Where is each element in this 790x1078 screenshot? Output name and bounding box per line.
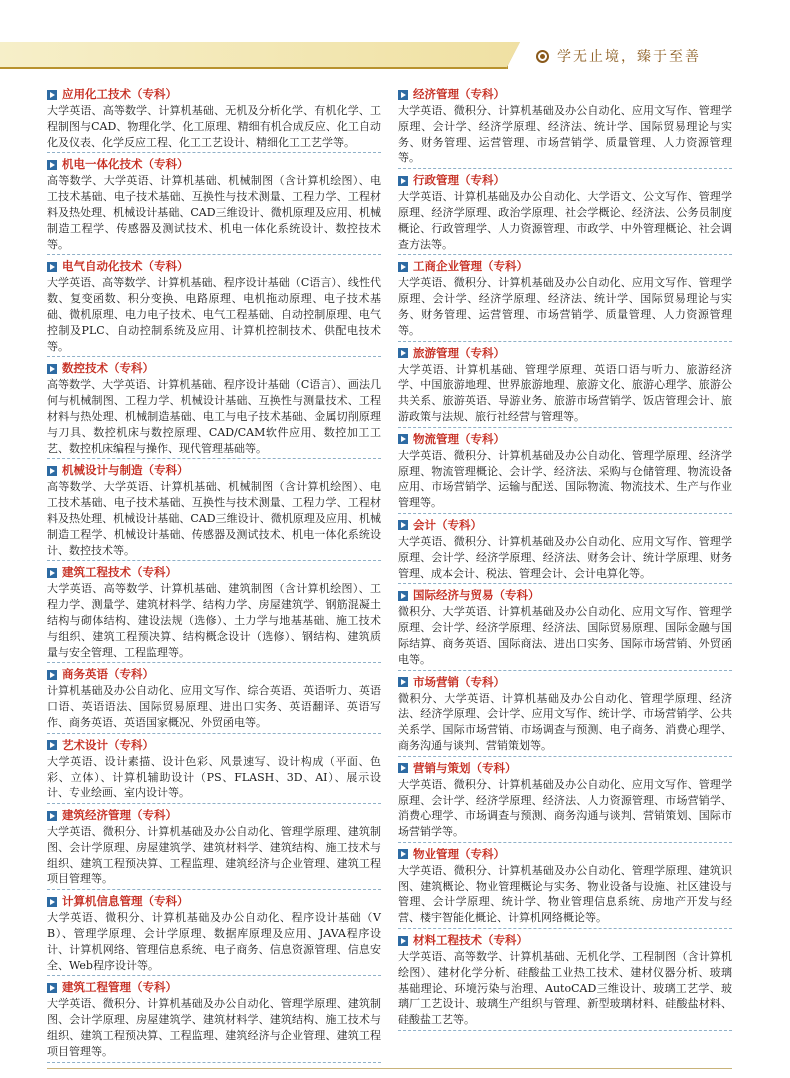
footer-rule [47, 1068, 732, 1069]
program-title [398, 86, 732, 103]
play-bullet-icon [47, 364, 57, 374]
program-courses: 大学英语、计算机基础、管理学原理、英语口语与听力、旅游经济学、中国旅游地理、世界旅游地理、旅游文化、旅游心理学、旅游公共关系、旅游英语、导游业务、旅游市场营销学、饭店管理会计、旅游政策与法规、旅行社经营与管理等。 [398, 362, 732, 423]
play-bullet-icon [47, 160, 57, 170]
program-title-text: 工商企业管理（专科） [413, 259, 528, 274]
program-courses: 大学英语、微积分、计算机基础及办公自动化、管理学原理、建筑制图、会计学原理、房屋建筑学、建筑材料学、建筑结构、施工技术与组织、建筑工程预决算、工程监理、建筑经济与企业管理、建筑工程项目管理等。 [47, 997, 381, 1058]
program-courses: 大学英语、高等数学、计算机基础、建筑制图（含计算机绘图）、工程力学、测量学、建筑材料学、结构力学、房屋建筑学、钢筋混凝土结构与砌体结构、建设法规（选修）、土力学与地基基础、施工技术与组织、建筑工程预决算、结构概念设计（选修）、钢结构、建筑质量与安全管理、工程监理等。 [47, 582, 381, 659]
program-entry [47, 462, 381, 561]
program-courses: 计算机基础及办公自动化、应用文写作、综合英语、英语听力、英语口语、英语语法、国际贸易原理、进出口实务、英语翻译、英语写作、商务英语、英语国家概况、外贸函电等。 [47, 684, 381, 729]
header-motto [536, 46, 701, 66]
program-title-text: 物业管理（专科） [413, 846, 505, 861]
program-title-text: 应用化工技术（专科） [62, 87, 177, 101]
program-title-text: 电气自动化技术（专科） [62, 259, 189, 274]
program-title [398, 932, 732, 949]
program-courses: 大学英语、高等数学、计算机基础、无机化学、工程制图（含计算机绘图）、建材化学分析、硅酸盐工业热工技术、建材仪器分析、玻璃基础理论、环境污染与治理、AutoCAD三维设计、玻璃工艺学、玻璃厂工艺设计、玻璃生产组织与管理、新型玻璃材料、硅酸盐材料、硅酸盐工艺等。 [398, 950, 732, 1027]
program-title-text: 行政管理（专科） [413, 173, 505, 188]
play-bullet-icon [47, 811, 57, 821]
program-title-text: 市场营销（专科） [413, 674, 505, 689]
program-entry [47, 564, 381, 663]
play-bullet-icon [398, 348, 408, 358]
program-courses: 大学英语、微积分、计算机基础及办公自动化、程序设计基础（VB）、管理学原理、会计学原理、数据库原理及应用、JAVA程序设计、计算机网络、管理信息系统、电子商务、信息资源管理、信息安全、Web程序设计等。 [47, 911, 381, 972]
play-bullet-icon [398, 176, 408, 186]
play-bullet-icon [47, 466, 57, 476]
program-title [47, 979, 381, 996]
program-courses: 高等数学、大学英语、计算机基础、程序设计基础（C语言）、画法几何与机械制图、工程力学、机械设计基础、互换性与测量技术、工程材料与热处理、机械制造基础、电工与电子技术基础、金属切削原理与刀具、数控机床与数控原理、CAD/CAM软件应用、数控加工工艺、数控机床编程与操作、现代管理基础等。 [47, 378, 381, 455]
play-bullet-icon [47, 262, 57, 272]
program-title [47, 807, 381, 824]
program-title [398, 674, 732, 691]
play-bullet-icon [398, 591, 408, 601]
program-entry [398, 258, 732, 341]
program-entry [398, 674, 732, 757]
play-bullet-icon [398, 434, 408, 444]
play-bullet-icon [398, 262, 408, 272]
program-title [47, 462, 381, 479]
program-title [398, 431, 732, 448]
circle-icon [536, 50, 549, 63]
program-title-text: 经济管理（专科） [413, 87, 505, 101]
left-column [47, 86, 381, 1066]
program-entry [398, 517, 732, 584]
program-courses: 微积分、大学英语、计算机基础及办公自动化、管理学原理、经济法、经济学原理、会计学、应用文写作、统计学、市场营销学、公共关系学、国际市场营销、市场调查与预测、电子商务、消费心理学、商务沟通与谈判、营销策划等。 [398, 691, 732, 752]
program-title-text: 旅游管理（专科） [413, 345, 505, 360]
program-courses: 大学英语、微积分、计算机基础及办公自动化、应用文写作、管理学原理、会计学、经济学原理、经济法、人力资源管理、市场营销学、消费心理学、市场调查与预测、商务沟通与谈判、营销策划、国际市场营销学等。 [398, 777, 732, 839]
program-courses: 大学英语、微积分、计算机基础及办公自动化、管理学原理、经济学原理、物流管理概论、会计学、经济法、采购与仓储管理、物流设备应用、市场营销学、运输与配送、国际物流、物流技术、生产与作业管理等。 [398, 448, 732, 510]
program-courses: 大学英语、微积分、计算机基础及办公自动化、管理学原理、建筑制图、会计学原理、房屋建筑学、建筑材料学、建筑结构、施工技术与组织、建筑工程预决算、工程监理、建筑经济与企业管理、建筑工程项目管理等。 [47, 825, 381, 886]
program-title [47, 156, 381, 173]
program-courses: 大学英语、微积分、计算机基础及办公自动化、管理学原理、建筑识图、建筑概论、物业管理概论与实务、物业设备与设施、社区建设与管理、会计学原理、统计学、物业管理信息系统、房地产开发与经营、楼宇智能化概论、计算机网络概论等。 [398, 863, 732, 925]
program-title-text: 机电一体化技术（专科） [62, 157, 189, 172]
program-title [47, 893, 381, 910]
program-title [398, 846, 732, 863]
program-entry [47, 360, 381, 459]
program-entry [398, 932, 732, 1031]
program-title [398, 172, 732, 189]
play-bullet-icon [398, 849, 408, 859]
program-courses: 大学英语、计算机基础及办公自动化、大学语文、公文写作、管理学原理、经济学原理、政治学原理、社会学概论、经济法、公务员制度概论、行政管理学、人力资源管理、市政学、中外管理概论、社会调查方法等。 [398, 190, 732, 251]
program-title-text: 建筑经济管理（专科） [62, 808, 177, 823]
program-title [47, 564, 381, 581]
right-column [398, 86, 732, 1034]
program-entry [398, 345, 732, 428]
program-title-text: 建筑工程技术（专科） [62, 565, 177, 580]
program-entry [47, 258, 381, 357]
program-entry [398, 86, 732, 169]
program-entry [47, 737, 381, 804]
program-entry [398, 172, 732, 255]
program-title [398, 517, 732, 534]
play-bullet-icon [398, 677, 408, 687]
program-entry [47, 86, 381, 153]
program-title-text: 机械设计与制造（专科） [62, 463, 189, 478]
program-title [47, 360, 381, 377]
program-title-text: 国际经济与贸易（专科） [413, 588, 540, 603]
program-title [398, 258, 732, 275]
play-bullet-icon [47, 897, 57, 907]
program-title-text: 商务英语（专科） [62, 667, 154, 682]
program-courses: 大学英语、微积分、计算机基础及办公自动化、应用文写作、管理学原理、会计学、经济学原理、经济法、财务会计、统计学原理、财务管理、成本会计、税法、管理会计、会计电算化等。 [398, 534, 732, 580]
program-entry [47, 893, 381, 976]
program-title-text: 物流管理（专科） [413, 431, 505, 446]
program-entry [47, 156, 381, 255]
program-title [398, 760, 732, 777]
play-bullet-icon [398, 763, 408, 773]
program-title-text: 营销与策划（专科） [413, 760, 517, 775]
program-entry [398, 760, 732, 843]
program-title-text: 建筑工程管理（专科） [62, 980, 177, 995]
play-bullet-icon [398, 936, 408, 946]
play-bullet-icon [47, 740, 57, 750]
program-title-text: 数控技术（专科） [62, 361, 154, 376]
program-entry [398, 846, 732, 929]
program-courses: 大学英语、设计素描、设计色彩、风景速写、设计构成（平面、色彩、立体）、计算机辅助设计（PS、FLASH、3D、AI）、展示设计、专业绘画、室内设计等。 [47, 754, 381, 800]
program-courses: 大学英语、高等数学、计算机基础、程序设计基础（C语言）、线性代数、复变函数、积分变换、电路原理、电机拖动原理、电子技术基础、微机原理、电力电子技术、电气工程基础、自动控制原理、电气控制及PLC、自动控制系统及应用、计算机控制技术、供配电技术等。 [47, 276, 381, 353]
play-bullet-icon [47, 568, 57, 578]
program-title-text: 艺术设计（专科） [62, 737, 154, 752]
program-courses: 高等数学、大学英语、计算机基础、机械制图（含计算机绘图）、电工技术基础、电子技术基础、互换性与技术测量、工程力学、工程材料及热处理、机械设计基础、CAD三维设计、微机原理及应用、机械制造工程学、机械设计基础、传感器及测试技术、机电一体化系统设计、数控技术等。 [47, 480, 381, 557]
program-title [47, 258, 381, 275]
program-entry [47, 807, 381, 890]
play-bullet-icon [47, 670, 57, 680]
program-title [47, 666, 381, 683]
program-entry [398, 587, 732, 670]
play-bullet-icon [398, 90, 408, 100]
program-title-text: 会计（专科） [413, 517, 482, 532]
program-title-text: 计算机信息管理（专科） [62, 894, 189, 909]
program-courses: 大学英语、微积分、计算机基础及办公自动化、应用文写作、管理学原理、会计学、经济学原理、经济法、统计学、国际贸易理论与实务、财务管理、运营管理、市场营销学、质量管理、人力资源管理等。 [398, 104, 732, 165]
program-courses: 微积分、大学英语、计算机基础及办公自动化、应用文写作、管理学原理、会计学、经济学原理、经济法、国际贸易原理、国际金融与国际结算、商务英语、国际商法、进出口实务、国际市场营销、外贸函电等。 [398, 605, 732, 666]
play-bullet-icon [47, 90, 57, 100]
program-title [398, 587, 732, 604]
play-bullet-icon [47, 983, 57, 993]
program-entry [47, 979, 381, 1062]
program-title [47, 737, 381, 754]
program-courses: 大学英语、微积分、计算机基础及办公自动化、应用文写作、管理学原理、会计学、经济学原理、经济法、统计学、国际贸易理论与实务、财务管理、运营管理、市场营销学、质量管理、人力资源管理等。 [398, 276, 732, 337]
program-title-text: 材料工程技术（专科） [413, 933, 528, 948]
program-courses: 大学英语、高等数学、计算机基础、无机及分析化学、有机化学、工程制图与CAD、物理化学、化工原理、精细有机合成反应、化工自动化及仪表、化学反应工程、化工工艺设计、精细化工工艺学等。 [47, 104, 381, 149]
program-title [398, 345, 732, 362]
program-title [47, 86, 381, 103]
program-courses: 高等数学、大学英语、计算机基础、机械制图（含计算机绘图）、电工技术基础、电子技术基础、互换性与技术测量、工程力学、工程材料及热处理、机械设计基础、CAD三维设计、微机原理及应用、机械制造工程学、传感器及测试技术、机电一体化系统设计、数控技术等。 [47, 174, 381, 251]
program-entry [398, 431, 732, 514]
play-bullet-icon [398, 520, 408, 530]
program-entry [47, 666, 381, 733]
motto-text: 学无止境，臻于至善 [557, 49, 701, 65]
